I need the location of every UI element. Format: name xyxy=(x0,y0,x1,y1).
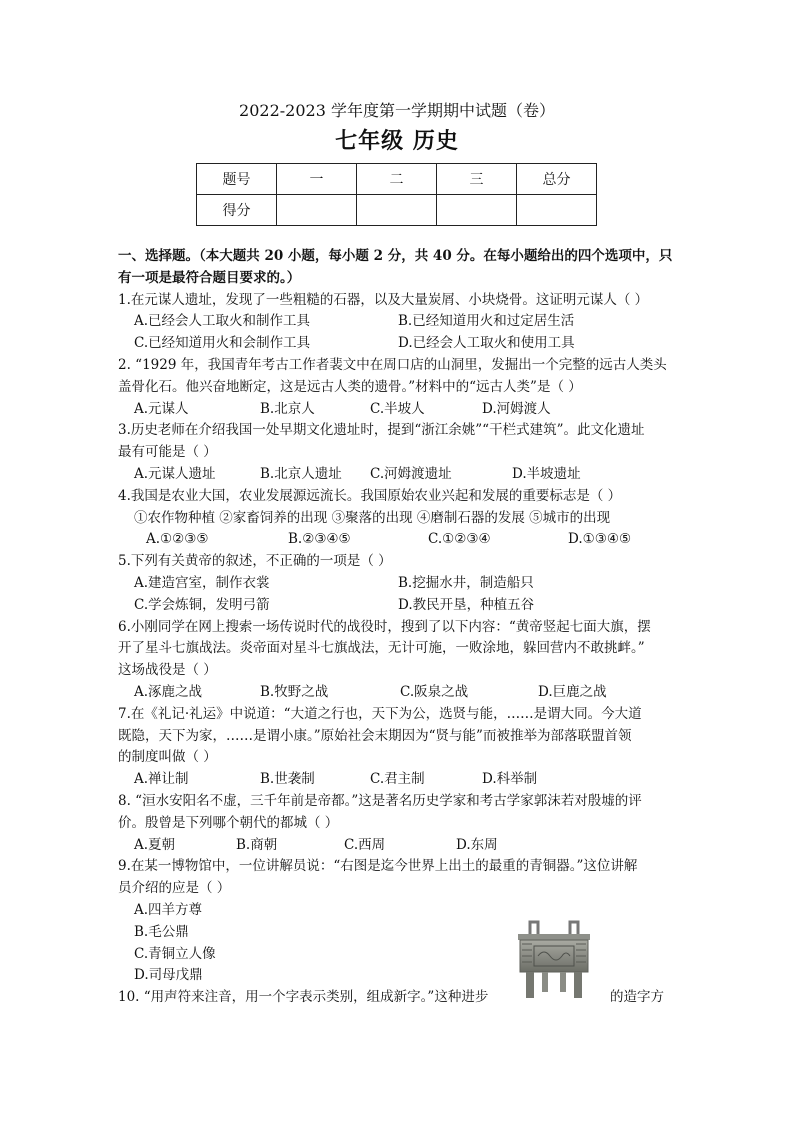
question-4-stem: 4.我国是农业大国，农业发展源远流长。我国原始农业兴起和发展的重要标志是（ ） xyxy=(118,487,622,504)
option-a: A.四羊方尊 xyxy=(134,901,203,918)
option-d: D.①③④⑤ xyxy=(568,531,632,548)
option-c: C.已经知道用火和会制作工具 xyxy=(134,335,311,352)
option-c: C.君主制 xyxy=(370,771,425,788)
option-b: B.商朝 xyxy=(236,836,278,853)
question-4-options-row xyxy=(118,529,690,551)
option-a: A.①②③⑤ xyxy=(146,531,209,548)
score-blank xyxy=(517,195,597,226)
question-4-items: ①农作物种植 ②家畜饲养的出现 ③聚落的出现 ④磨制石器的发展 ⑤城市的出现 xyxy=(134,509,611,526)
question-10-stem-right: 的造字方 xyxy=(610,989,664,1006)
option-a: A.元谋人 xyxy=(134,400,189,417)
option-b: B.毛公鼎 xyxy=(134,923,189,940)
question-5-stem: 5.下列有关黄帝的叙述，不正确的一项是（ ） xyxy=(118,553,392,570)
option-d: D.巨鹿之战 xyxy=(538,683,607,700)
question-8-stem: 8. “洹水安阳名不虚，三千年前是帝都。”这是著名历史学家和考古学家郭沫若对殷墟的评 xyxy=(118,792,642,809)
question-6-options-row xyxy=(118,682,690,704)
bronze-ding-image xyxy=(512,918,596,1002)
option-b: B.北京人 xyxy=(260,400,315,417)
score-table-header-row xyxy=(197,164,597,195)
option-d: D.司母戊鼎 xyxy=(134,967,203,984)
option-a: A.夏朝 xyxy=(134,836,176,853)
option-a: A.涿鹿之战 xyxy=(134,683,203,700)
question-3-stem: 3.历史老师在介绍我国一处早期文化遗址时，提到“浙江余姚”“干栏式建筑”。此文化遗址 xyxy=(118,422,645,439)
question-6-stem: 这场战役是（ ） xyxy=(118,662,217,679)
option-b: B.已经知道用火和过定居生活 xyxy=(398,313,575,330)
option-b: B.世袭制 xyxy=(260,771,315,788)
option-c: C.西周 xyxy=(344,836,386,853)
score-blank xyxy=(277,195,357,226)
score-table-score-row xyxy=(197,195,597,226)
question-2-stem: 2. “1929 年，我国青年考古工作者裴文中在周口店的山洞里，发掘出一个完整的远古人类头 xyxy=(118,356,667,373)
question-9-stem: 员介绍的应是（ ） xyxy=(118,880,231,897)
section-heading: 一、选择题。（本大题共 20 小题，每小题 2 分，共 40 分。在每小题给出的四个选项中，只 xyxy=(118,248,673,264)
question-10-stem xyxy=(118,987,690,1009)
question-1-stem: 1.在元谋人遗址，发现了一些粗糙的石器，以及大量炭屑、小块烧骨。这证明元谋人（ ） xyxy=(118,291,649,308)
section-heading: 有一项是最符合题目要求的。） xyxy=(118,269,301,286)
question-2-stem: 盖骨化石。他兴奋地断定，这是远古人类的遗骨。”材料中的“远古人类”是（ ） xyxy=(118,378,582,395)
question-7-stem: 既隐，天下为家，……是谓小康。”原始社会末期因为“贤与能”而被推举为部落联盟首领 xyxy=(118,727,632,744)
option-c: C.青铜立人像 xyxy=(134,945,216,962)
option-d: D.教民开垦，种植五谷 xyxy=(398,596,535,613)
question-7-options-row xyxy=(118,769,690,791)
option-b: B.北京人遗址 xyxy=(260,465,342,482)
question-8-options-row xyxy=(118,835,690,857)
option-c: C.半坡人 xyxy=(370,400,425,417)
question-2-options-row xyxy=(118,399,690,421)
question-5-options-row xyxy=(118,595,690,617)
score-cell: 题号 xyxy=(197,164,277,195)
option-a: A.元谋人遗址 xyxy=(134,465,216,482)
option-a: A.禅让制 xyxy=(134,771,189,788)
option-c: C.学会炼铜，发明弓箭 xyxy=(134,596,270,613)
question-10-stem-left: 10. “用声符来注音，用一个字表示类别，组成新字。”这种进步 xyxy=(118,989,489,1006)
option-d: D.科举制 xyxy=(482,771,538,788)
question-3-stem: 最有可能是（ ） xyxy=(118,444,217,461)
exam-subtitle: 七年级 历史 xyxy=(335,128,459,154)
question-5-options-row xyxy=(118,573,690,595)
option-a: A.建造宫室，制作衣裳 xyxy=(134,574,270,591)
option-d: D.河姆渡人 xyxy=(482,400,551,417)
question-9-stem: 9.在某一博物馆中，一位讲解员说：“右图是迄今世界上出土的最重的青铜器。”这位讲解 xyxy=(118,858,638,875)
exam-title: 2022-2023 学年度第一学期期中试题（卷） xyxy=(239,101,555,120)
score-cell: 三 xyxy=(437,164,517,195)
option-b: B.挖掘水井，制造船只 xyxy=(398,574,534,591)
question-list xyxy=(118,246,690,1009)
question-1-options-row xyxy=(118,311,690,333)
question-7-stem: 的制度叫做（ ） xyxy=(118,749,217,766)
option-c: C.河姆渡遗址 xyxy=(370,465,452,482)
option-d: D.东周 xyxy=(456,836,498,853)
score-cell: 二 xyxy=(357,164,437,195)
option-b: B.②③④⑤ xyxy=(288,531,351,548)
score-table xyxy=(196,163,597,226)
question-3-options-row xyxy=(118,464,690,486)
option-d: D.半坡遗址 xyxy=(512,465,581,482)
question-6-stem: 6.小刚同学在网上搜索一场传说时代的战役时，搜到了以下内容：“黄帝竖起七面大旗，摆 xyxy=(118,618,651,635)
score-cell: 一 xyxy=(277,164,357,195)
score-cell: 得分 xyxy=(197,195,277,226)
option-a: A.已经会人工取火和制作工具 xyxy=(134,313,311,330)
option-d: D.已经会人工取火和使用工具 xyxy=(398,335,575,352)
question-7-stem: 7.在《礼记·礼运》中说道：“大道之行也，天下为公，选贤与能，……是谓大同。今大道 xyxy=(118,705,642,722)
question-1-options-row xyxy=(118,333,690,355)
option-b: B.牧野之战 xyxy=(260,683,329,700)
question-8-stem: 价。殷曾是下列哪个朝代的都城（ ） xyxy=(118,814,339,831)
option-c: C.阪泉之战 xyxy=(400,683,469,700)
score-blank xyxy=(437,195,517,226)
score-blank xyxy=(357,195,437,226)
score-cell: 总分 xyxy=(517,164,597,195)
option-c: C.①②③④ xyxy=(428,531,491,548)
question-6-stem: 开了星斗七旗战法。炎帝面对星斗七旗战法，无计可施，一败涂地，躲回营内不敢挑衅。” xyxy=(118,640,645,657)
